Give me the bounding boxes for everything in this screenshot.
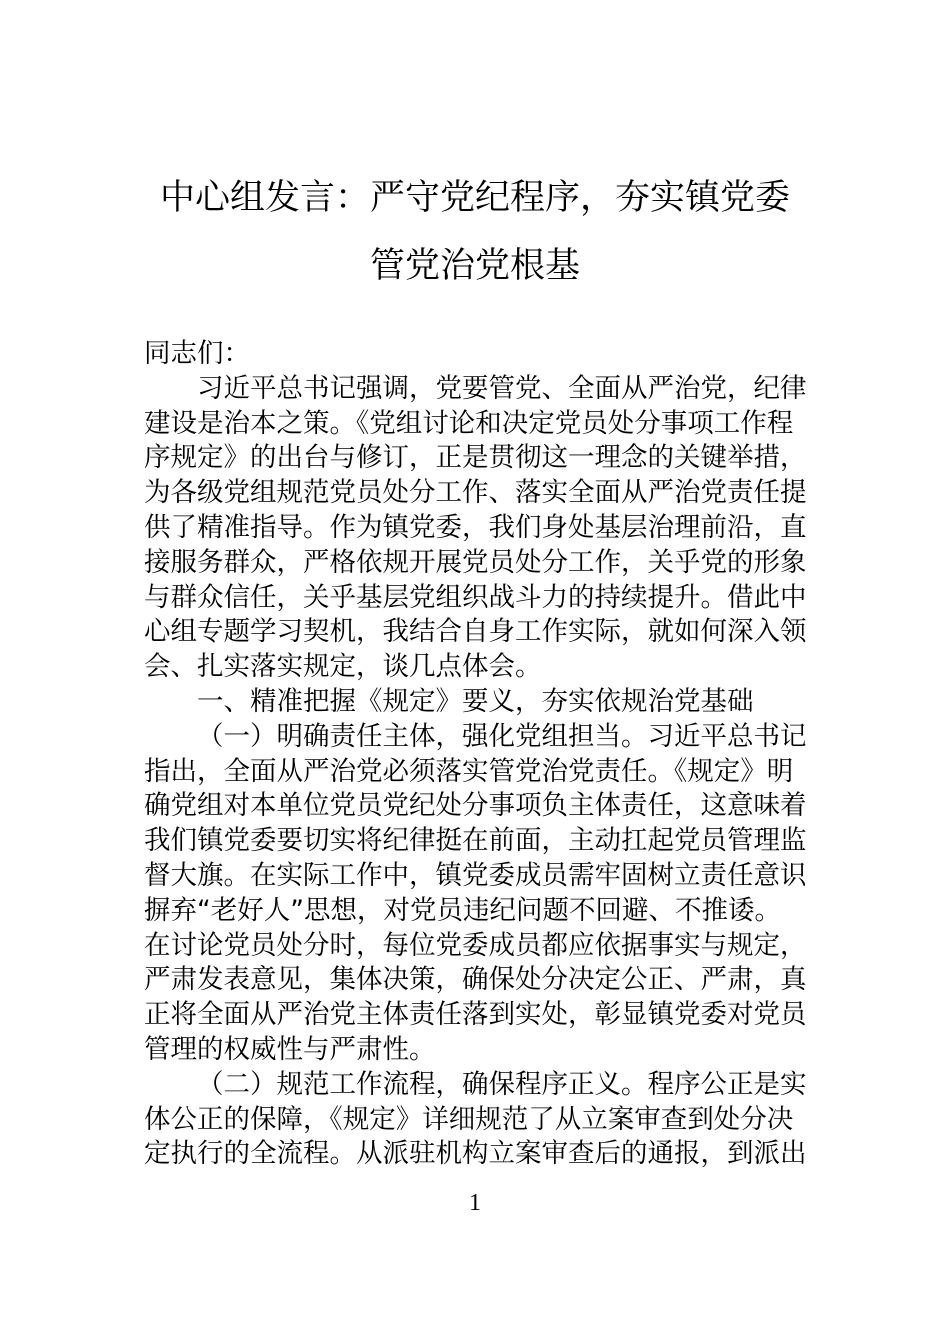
section-heading: 一、精准把握《规定》要义，夯实依规治党基础 [197, 685, 754, 717]
paragraph-line: 体公正的保障，《规定》详细规范了从立案审查到处分决 [144, 1103, 794, 1135]
salutation: 同志们： [144, 338, 250, 369]
paragraph-line: 正将全面从严治党主体责任落到实处，彰显镇党委对党员 [144, 999, 807, 1031]
paragraph-line: 会、扎实落实规定，谈几点体会。 [144, 651, 542, 683]
page-number: 1 [469, 1190, 481, 1216]
paragraph-line: 为各级党组规范党员处分工作、落实全面从严治党责任提 [144, 477, 807, 509]
paragraph-line: 序规定》的出台与修订，正是贯彻这一理念的关键举措， [144, 442, 807, 474]
paragraph-line: 与群众信任，关乎基层党组织战斗力的持续提升。借此中 [144, 581, 807, 613]
document-body [144, 337, 810, 1172]
paragraph-line: 摒弃“老好人”思想，对党员违纪问题不回避、不推诿。 [144, 894, 781, 926]
paragraph-line: 严肃发表意见，集体决策，确保处分决定公正、严肃，真 [144, 964, 807, 996]
paragraph-line: 指出，全面从严治党必须落实管党治党责任。《规定》明 [144, 755, 794, 787]
paragraph-line: 习近平总书记强调，党要管党、全面从严治党，纪律 [197, 372, 807, 404]
paragraph-line: 心组专题学习契机，我结合自身工作实际，就如何深入领 [144, 616, 807, 648]
paragraph-line: 管理的权威性与严肃性。 [144, 1033, 436, 1065]
paragraph-line: 我们镇党委要切实将纪律挺在前面，主动扛起党员管理监 [144, 825, 807, 857]
paragraph-line: 确党组对本单位党员党纪处分事项负主体责任，这意味着 [144, 790, 807, 822]
paragraph-line: 在讨论党员处分时，每位党委成员都应依据事实与规定， [144, 929, 807, 961]
paragraph-line: 供了精准指导。作为镇党委，我们身处基层治理前沿，直 [144, 511, 807, 543]
document-title-line-2: 管党治党根基 [369, 246, 580, 286]
paragraph-line: 督大旗。在实际工作中，镇党委成员需牢固树立责任意识 [144, 859, 807, 891]
paragraph-line: 接服务群众，严格依规开展党员处分工作，关乎党的形象 [144, 546, 807, 578]
subsection-line: （一）明确责任主体，强化党组担当。习近平总书记 [197, 720, 807, 752]
paragraph-line: 建设是治本之策。《党组讨论和决定党员处分事项工作程 [144, 407, 794, 439]
subsection-line: （二）规范工作流程，确保程序正义。程序公正是实 [197, 1068, 807, 1100]
paragraph-line: 定执行的全流程。从派驻机构立案审查后的通报，到派出 [144, 1138, 807, 1170]
document-title-line-1: 中心组发言：严守党纪程序，夯实镇党委 [159, 178, 790, 218]
